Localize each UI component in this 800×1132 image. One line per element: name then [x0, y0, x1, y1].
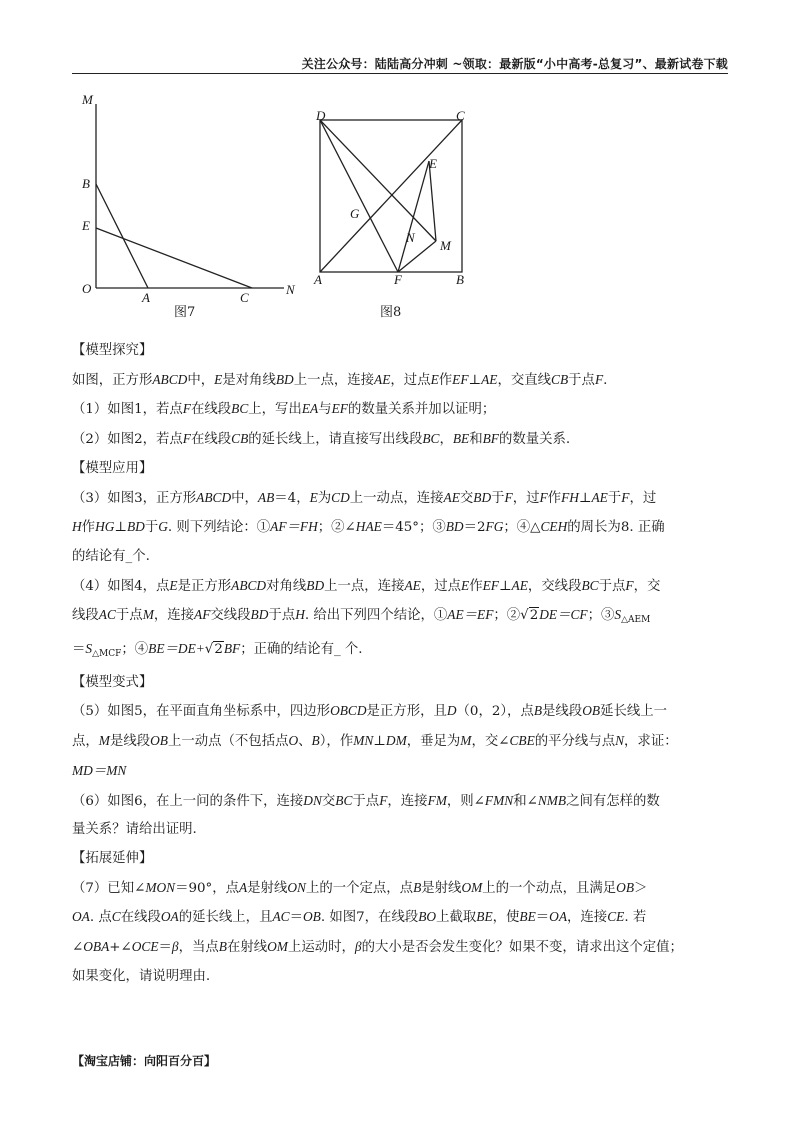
label-c: C — [456, 108, 465, 123]
question-1: （1）如图1，若点F在线段BC上，写出EA与EF的数量关系并加以证明； — [72, 401, 496, 418]
question-5-line-1: （5）如图5，在平面直角坐标系中，四边形OBCD是正方形，且D（0，2），点B是线段OB延长线上一 — [72, 703, 668, 720]
question-3-line-2: H作HG⊥BD于G. 则下列结论：①AF＝FH；②∠HAE＝45°；③BD＝2FG；④△CEH的周长为8. 正确 — [72, 519, 665, 536]
label-b: B — [456, 272, 464, 287]
question-7-line-3: ∠OBA+∠OCE＝β，当点B在射线OM上运动时，β的大小是否会发生变化？如果不变，请求出这个定值； — [72, 939, 683, 956]
question-2: （2）如图2，若点F在线段CB的延长线上，请直接写出线段BC，BE和BF的数量关系. — [72, 431, 571, 448]
section-extend: 【拓展延伸】 — [72, 850, 153, 866]
question-4-line-3: $=S_{\triangle MCF}$；④BE＝DE+√2BF；正确的结论有_ 个. — [72, 641, 363, 660]
page-footer: 【淘宝店铺：向阳百分百】 — [72, 1054, 217, 1068]
label-a: A — [314, 272, 322, 287]
problem-content — [72, 337, 732, 991]
label-d: D — [316, 108, 326, 123]
label-n: N — [406, 230, 415, 245]
question-5-line-2: 点，M是线段OB上一动点（不包括点O、B），作MN⊥DM，垂足为M，交∠CBE的平分线与点N，求证： — [72, 733, 678, 750]
label-n: N — [286, 282, 295, 297]
label-f: F — [394, 272, 402, 287]
label-o: O — [82, 281, 92, 296]
header-rule — [72, 73, 728, 74]
figure-8 — [308, 106, 488, 332]
label-a: A — [142, 290, 150, 305]
figure-8-caption: 图8 — [380, 305, 402, 320]
question-4-line-1: （4）如图4，点E是正方形ABCD对角线BD上一点，连接AE，过点E作EF⊥AE，交线段BC于点F，交 — [72, 577, 661, 594]
question-7-line-1: （7）已知∠MON＝90°，点A是射线ON上的一个定点，点B是射线OM上的一个动点，且满足OB＞ — [72, 879, 648, 896]
page-header: 关注公众号：陆陆高分冲刺 ~领取：最新版“小中高考-总复习”、最新试卷下载 — [301, 57, 728, 71]
section-explore: 【模型探究】 — [72, 343, 153, 358]
intro-line: 如图，正方形ABCD中，E是对角线BD上一点，连接AE，过点E作EF⊥AE，交直线CB于点F. — [72, 371, 608, 388]
figure-7 — [72, 88, 312, 332]
label-m: M — [440, 238, 451, 253]
question-3-line-3: 的结论有_个. — [72, 548, 150, 564]
figure-7-caption: 图7 — [174, 305, 196, 320]
question-7-line-2: OA. 点C在线段OA的延长线上，且AC＝OB. 如图7，在线段BO上截取BE，使BE＝OA，连接CE. 若 — [72, 909, 647, 926]
question-3-line-1: （3）如图3，正方形ABCD中，AB＝4，E为CD上一动点，连接AE交BD于F，过F作FH⊥AE于F，过 — [72, 489, 657, 506]
question-5-line-3: MD＝MN — [72, 762, 127, 778]
label-e: E — [429, 156, 437, 171]
question-4-line-2: 线段AC于点M，连接AF交线段BD于点H. 给出下列四个结论，①AE＝EF；②√2DE＝CF；$③S_{\triangle AEM}$ — [72, 607, 651, 626]
question-6-line-2: 量关系？请给出证明. — [72, 822, 197, 838]
question-7-line-4: 如果变化，请说明理由. — [72, 968, 211, 984]
section-variant: 【模型变式】 — [72, 674, 153, 690]
section-apply: 【模型应用】 — [72, 460, 153, 476]
label-e: E — [82, 218, 90, 233]
question-6-line-1: （6）如图6，在上一问的条件下，连接DN交BC于点F，连接FM，则∠FMN和∠NMB之间有怎样的数 — [72, 792, 660, 809]
label-c: C — [240, 290, 249, 305]
label-b: B — [82, 176, 90, 191]
label-g: G — [350, 206, 360, 221]
label-m: M — [82, 92, 93, 107]
